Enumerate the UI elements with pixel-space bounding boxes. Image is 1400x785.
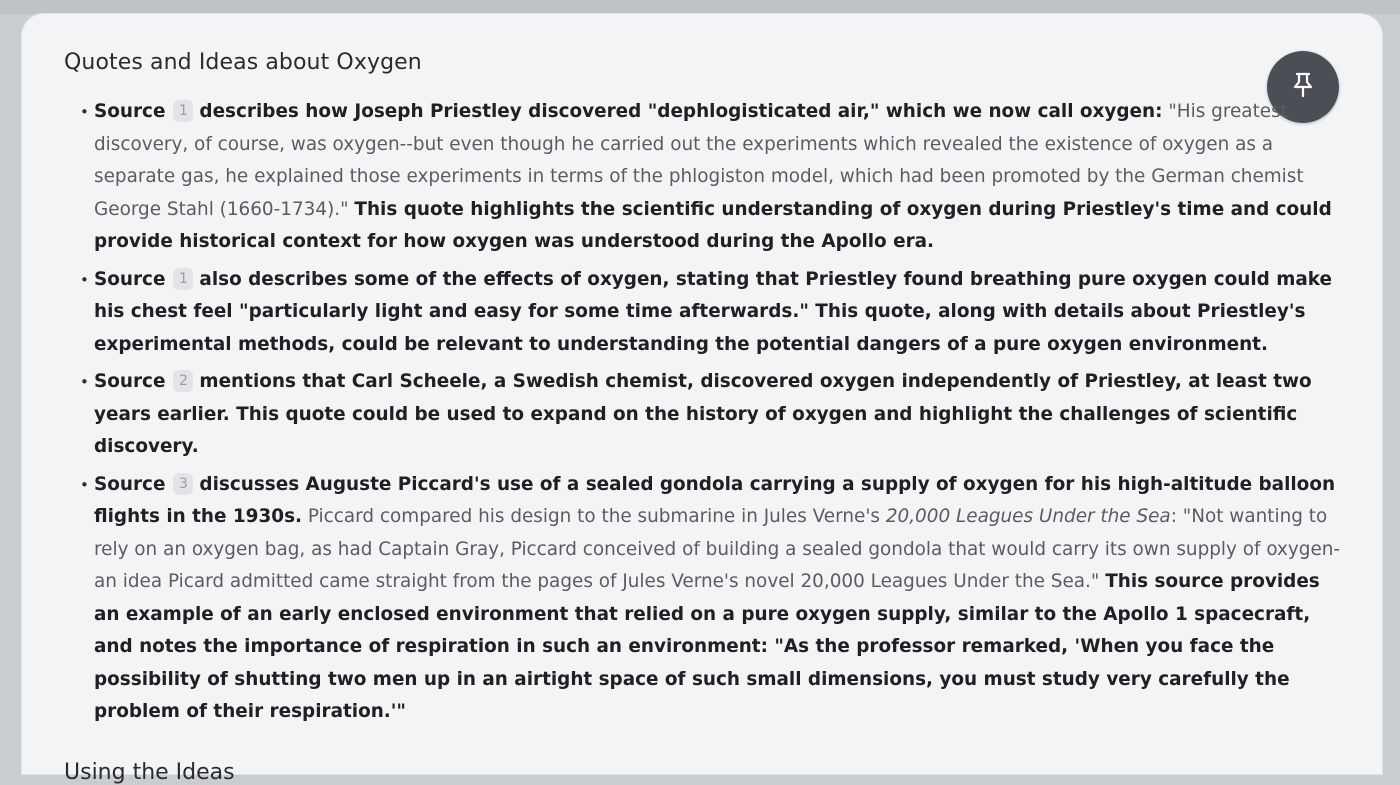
note-commentary: This quote highlights the scientific understanding of oxygen during Priestley's time and could provide historical context for how oxygen was understood during the Apollo era. — [94, 198, 1332, 252]
note-summary: mentions that Carl Scheele, a Swedish chemist, discovered oxygen independently of Priestley, at least two years earlier. This quote could be used to expand on the history of oxygen and highlight the challenges of scientific discovery. — [94, 371, 1312, 457]
list-item — [80, 366, 1342, 464]
source-label: Source — [94, 101, 166, 122]
window-top-bar — [0, 0, 1400, 14]
citation-chip[interactable]: 3 — [173, 473, 193, 495]
note-quote: Piccard compared his design to the submarine in Jules Verne's — [307, 506, 880, 527]
citation-chip[interactable]: 1 — [173, 100, 193, 122]
list-item — [80, 469, 1342, 729]
section-heading: Using the Ideas — [64, 760, 235, 785]
note-quote: "His greatest discovery, of course, was oxygen--but even though he carried out the experiments which revealed the existence of oxygen as a separate gas, he explained those experiments in terms of the phlogiston model, which had been promoted by the German chemist George Stahl (1660-1734)." — [94, 101, 1304, 220]
note-summary: discusses Auguste Piccard's use of a sealed gondola carrying a supply of oxygen for his high-altitude balloon flights in the 1930s. — [94, 473, 1336, 527]
note-summary: also describes some of the effects of oxygen, stating that Priestley found breathing pure oxygen could make his chest feel "particularly light and easy for some time afterwards." This quote, along with details about Priestley's experimental methods, could be relevant to understanding the potential dangers of a pure oxygen environment. — [94, 268, 1332, 355]
notes-list — [80, 96, 1342, 734]
note-commentary: This source provides an example of an early enclosed environment that relied on a pure oxygen supply, similar to the Apollo 1 spacecraft, and notes the importance of respiration in such an environment: "As the professor remarked, 'When you face the possibility of shutting two men up in an airtight space of such small dimensions, you must study very carefully the problem of their respiration.'" — [94, 571, 1320, 722]
source-label: Source — [94, 473, 166, 495]
notes-card — [22, 14, 1382, 785]
source-label: Source — [94, 371, 166, 392]
book-title: 20,000 Leagues Under the Sea — [885, 506, 1171, 527]
note-summary: describes how Joseph Priestley discovered "dephlogisticated air," which we now call oxygen: — [199, 101, 1163, 122]
citation-chip[interactable]: 2 — [173, 370, 193, 392]
list-item — [80, 96, 1342, 259]
note-quote-continued: : "Not wanting to rely on an oxygen bag, as had Captain Gray, Piccard conceived of building a sealed gondola that would carry its own supply of oxygen-an idea Picard admitted came straight from the pages of Jules Verne's novel 20,000 Leagues Under the Sea." — [94, 506, 1341, 592]
citation-chip[interactable]: 1 — [173, 268, 193, 290]
source-label: Source — [94, 268, 166, 290]
list-item — [80, 264, 1342, 362]
card-title: Quotes and Ideas about Oxygen — [64, 50, 422, 75]
